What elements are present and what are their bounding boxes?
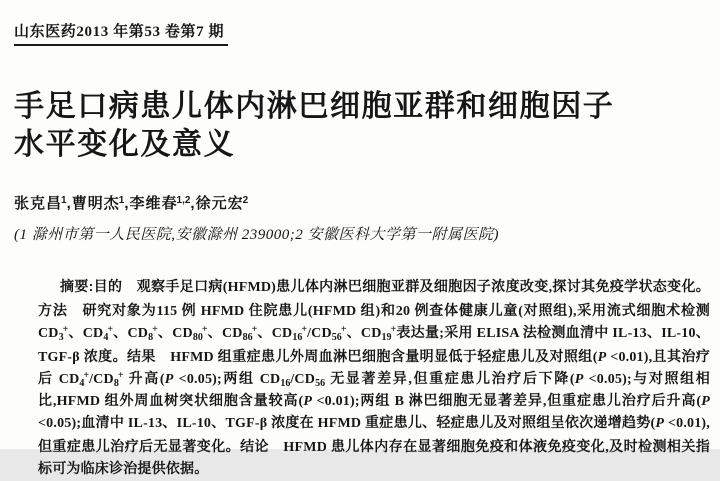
journal-header <box>14 20 710 46</box>
article-title <box>14 88 710 164</box>
abstract-paragraph: 摘要:目的 观察手足口病(HFMD)患儿体内淋巴细胞亚群及细胞因子浓度改变,探讨其免疫学状态变化。方法 研究对象为115 例 HFMD 住院患儿(HFMD 组)和20 例查体健康儿童(对照组),采用流式细胞术检测$CD_3^+$、$CD_4^+$、$CD_8^+$、$CD_{80}^+$、$CD_{86}^+$、$CD_{16}^+/CD_{56}^+$、$CD_{19}^+$表达量;采用 ELISA 法检测血清中 IL-13、IL-10、TGF-β 浓度。结果 HFMD 组重症患儿外周血淋巴细胞含量明显低于轻症患儿及对照组(P <0.01),且其治疗后 $CD_4^+/CD_8^+$ 升高(P <0.05);两组 $CD_{16}/CD_{56}$ 无显著差异,但重症患儿治疗后下降(P <0.05);与对照组相比,HFMD 组外周血树突状细胞含量较高(P <0.01);两组 B 淋巴细胞无显著差异,但重症患儿治疗后升高(P <0.05);血清中 IL-13、IL-10、TGF-β 浓度在 HFMD 重症患儿、轻症患儿及对照组呈依次递增趋势(P <0.01),但重症患儿治疗后无显著变化。结论 HFMD 患儿体内存在显著细胞免疫和体液免疫变化,及时检测相关指标可为临床诊治提供依据。 <box>38 278 711 477</box>
title-line-2: 水平变化及意义 <box>14 128 236 161</box>
affiliation-line: (1 滁州市第一人民医院,安徽滁州 239000;2 安徽医科大学第一附属医院) <box>14 227 499 243</box>
title-line-1: 手足口病患儿体内淋巴细胞亚群和细胞因子 <box>14 90 615 123</box>
authors-line: 张克昌$^1$,曹明杰$^1$,李维春$^{1,2}$,徐元宏$^2$ <box>14 195 249 212</box>
journal-issue-line: 山东医药2013 年第53 卷第7 期 <box>14 20 228 46</box>
